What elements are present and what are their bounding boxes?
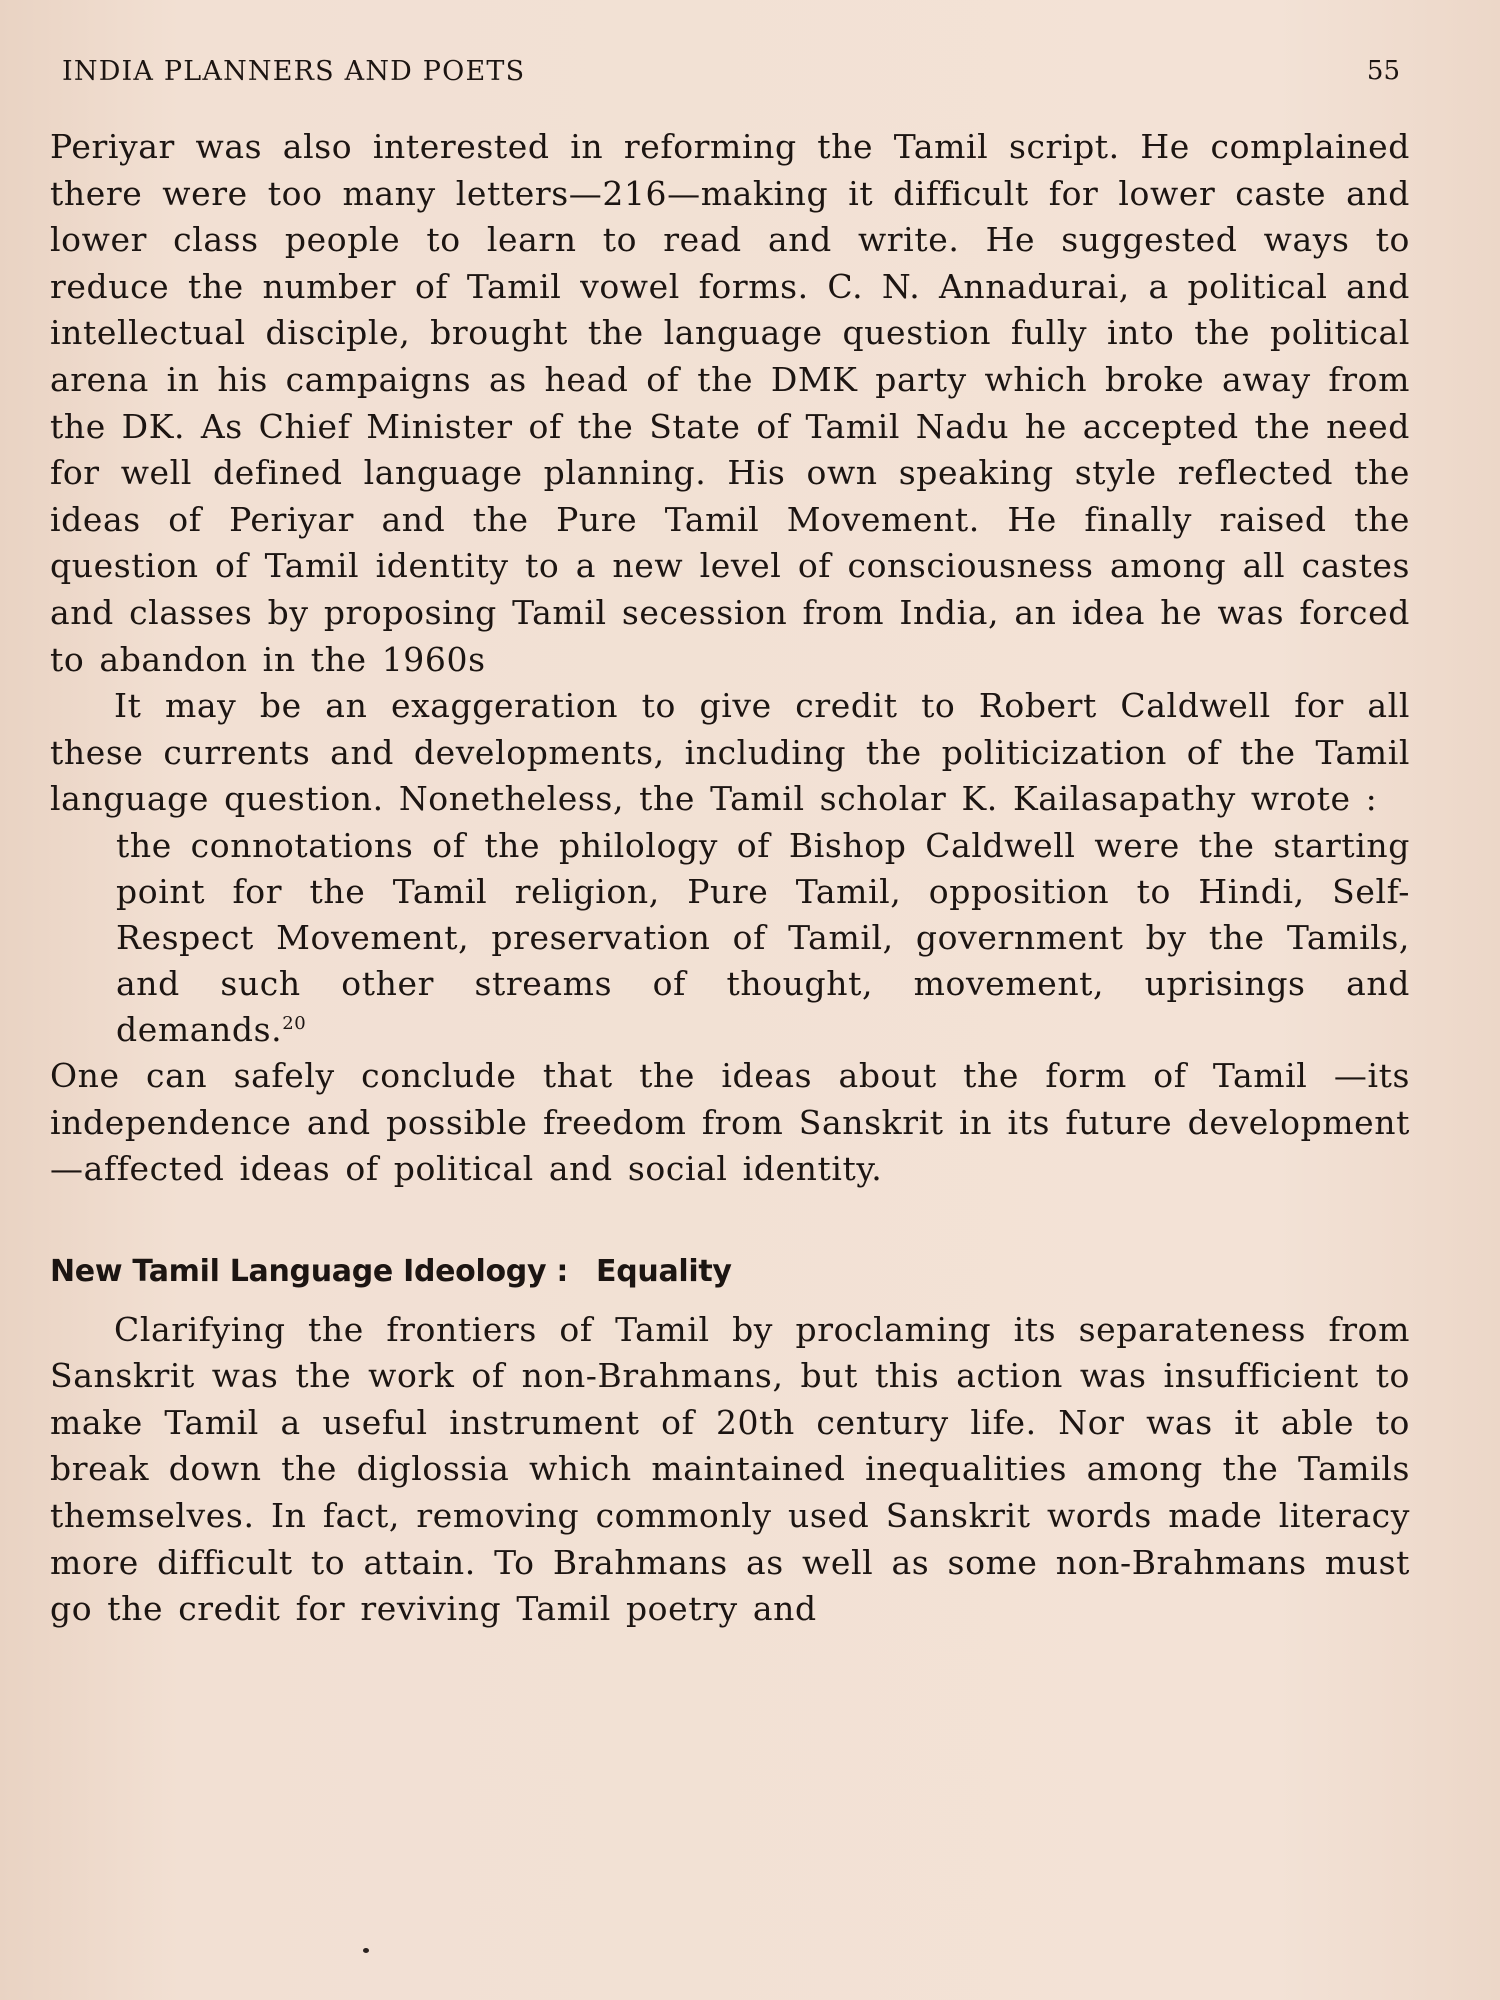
section-heading [50, 1249, 1410, 1295]
body-text [50, 124, 1410, 1633]
ink-speck [363, 1948, 369, 1953]
paragraph-frontiers: Clarifying the frontiers of Tamil by proclaming its separateness from Sanskrit was the work of non-Brahmans, but this action was insufficient to make Tamil a useful instrument of 20th century life. Nor was it able to break down the diglossia which maintained inequalities among the Tamils themselves. In fact, removing commonly used Sanskrit words made literacy more difficult to attain. To Brahmans as well as some non-Brahmans must go the credit for reviving Tamil poetry and [50, 1309, 1410, 1629]
paragraph-caldwell: It may be an exaggeration to give credit to Robert Caldwell for all these currents and developments, including the politicization of the Tamil language question. Nonetheless, the Tamil scholar K. Kailasapathy wrote : [50, 686, 1410, 819]
page-number: 55 [1366, 56, 1400, 86]
paragraph-conclusion: One can safely conclude that the ideas about the form of Tamil —its independence and possible freedom from Sanskrit in its future development—affected ideas of political and social identity. [50, 1055, 1410, 1189]
footnote-marker: 20 [282, 1012, 307, 1034]
running-title: INDIA PLANNERS AND POETS [62, 56, 526, 87]
running-head [62, 56, 1400, 96]
section-heading-sub: Equality [596, 1253, 732, 1289]
section-heading-main: New Tamil Language Ideology : [50, 1253, 569, 1289]
quote-body: the connotations of the philology of Bishop Caldwell were the starting point for the Tamil religion, Pure Tamil, opposition to Hindi, Self-Respect Movement, preservation of Tamil, government by the Tamils, and such other streams of thought, movement, uprisings and demands. [116, 825, 1410, 1049]
quote-text [116, 823, 1410, 1053]
block-quote [116, 823, 1410, 1053]
paragraph-periyar-script: Periyar was also interested in reforming the Tamil script. He complained there were too many letters—216—making it difficult for lower caste and lower class people to learn to read and write. He suggested ways to reduce the number of Tamil vowel forms. C. N. Annadurai, a political and intellectual disciple, brought the language question fully into the political arena in his campaigns as head of the DMK party which broke away from the DK. As Chief Minister of the State of Tamil Nadu he accepted the need for well defined language planning. His own speaking style reflected the ideas of Periyar and the Pure Tamil Movement. He finally raised the question of Tamil identity to a new level of consciousness among all castes and classes by proposing Tamil secession from India, an idea he was forced to abandon in the 1960s [50, 127, 1410, 679]
